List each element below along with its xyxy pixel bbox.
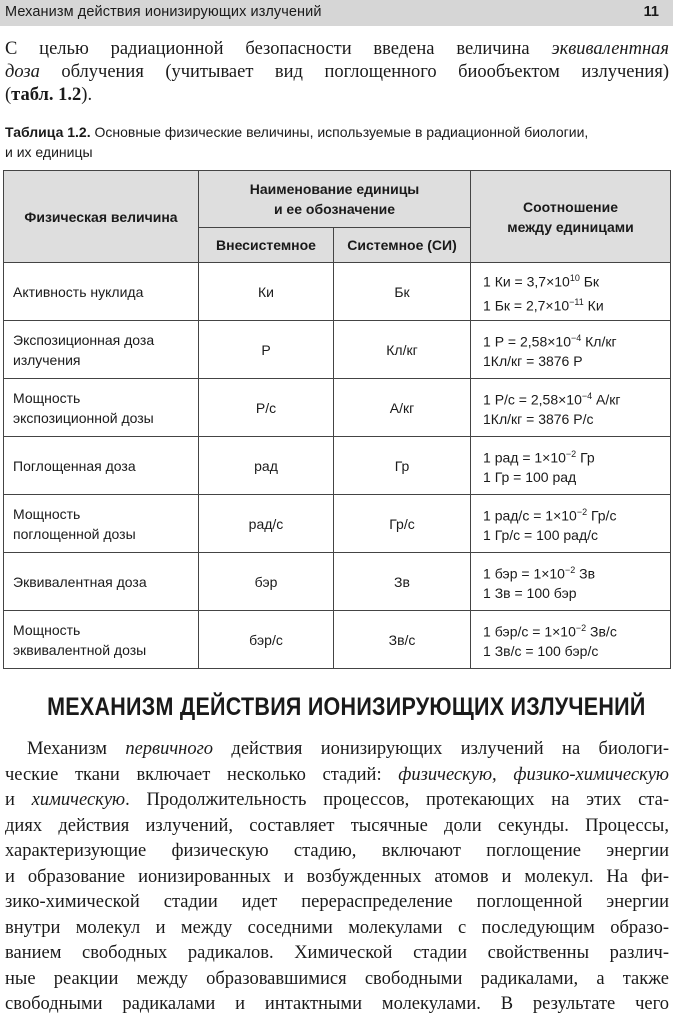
header-system: Системное (СИ) (334, 228, 471, 263)
relation-text: Гр/с (587, 507, 617, 524)
quantity-line: Мощность (13, 505, 81, 522)
quantity-line: экспозиционной дозы (13, 409, 154, 426)
relation-text: 1 Р/с = 2,58×10 (483, 391, 582, 408)
body-line: ные реакции между образовавшимися свободными радикалами, а также (5, 968, 669, 989)
cell-nonsystem-unit: бэр/с (199, 611, 334, 669)
relation-text: А/кг (592, 391, 621, 408)
relation-text: Гр (576, 449, 595, 466)
cell-relation (471, 263, 671, 321)
cell-system-unit: Зв/с (334, 611, 471, 669)
relation-exponent: −2 (565, 448, 577, 459)
relation-line (483, 292, 670, 316)
header-unit-name-line: Наименование единицы (249, 181, 420, 197)
body-line: диях действия излучений, составляет тысячные доли секунды. Процессы, (5, 815, 669, 836)
intro-term: доза (5, 62, 40, 82)
cell-system-unit: Зв (334, 553, 471, 611)
relation-text: 1 Ки = 3,7×10 (483, 273, 570, 290)
relation-text: Ки (583, 297, 604, 314)
table-row (4, 321, 671, 379)
relation-exponent: −2 (575, 622, 587, 633)
relation-text: Кл/кг (581, 333, 617, 350)
header-unit-name (199, 171, 471, 228)
body-line: внутри молекул и между соседними молекулами с последующим образо- (5, 917, 669, 938)
caption-line-1 (5, 122, 669, 142)
relation-exponent: −11 (569, 296, 584, 307)
quantity-line: Поглощенная доза (13, 457, 136, 474)
body-text: действия ионизирующих излучений на биологи- (213, 739, 669, 759)
table-row (4, 263, 671, 321)
quantity-line: Мощность (13, 389, 81, 406)
header-relation (471, 171, 671, 263)
cell-nonsystem-unit: рад (199, 437, 334, 495)
cell-relation (471, 553, 671, 611)
relation-exponent: −4 (581, 390, 593, 401)
running-title: Механизм действия ионизирующих излучений (5, 4, 322, 20)
relation-exponent: −2 (564, 564, 576, 575)
body-line (5, 737, 669, 763)
body-paragraph (5, 737, 669, 1018)
quantity-line: поглощенной дозы (13, 525, 136, 542)
table-row (4, 553, 671, 611)
intro-text: облучения (учитывает вид поглощенного биообъектом излучения) (39, 62, 669, 82)
body-line: характеризующие физическую стадию, включают поглощение энергии (5, 841, 669, 861)
caption-line-2: и их единицы (5, 144, 93, 160)
body-term: первичного (125, 739, 214, 759)
relation-text: 1 бэр = 1×10 (483, 565, 565, 582)
cell-relation (471, 495, 671, 553)
caption-label: Таблица 1.2. (5, 124, 91, 140)
relation-line (483, 467, 670, 487)
relation-line (483, 268, 670, 292)
relation-line (483, 641, 670, 661)
body-line: и образование ионизированных и возбужденных атомов и молекул. На фи- (5, 866, 669, 887)
table-row (4, 611, 671, 669)
body-line (5, 788, 669, 814)
body-line: ванием свободных радикалов. Химической стадии свойственны различ- (5, 943, 669, 963)
cell-quantity (4, 437, 199, 495)
cell-nonsystem-unit: рад/с (199, 495, 334, 553)
relation-line (483, 560, 670, 584)
table-row (4, 437, 671, 495)
body-line: зико-химической стадии идет перераспределение поглощенной энергии (5, 892, 669, 912)
relation-line (483, 328, 670, 352)
intro-line-3 (5, 84, 669, 107)
relation-line (483, 618, 670, 642)
quantity-line: Экспозиционная доза (13, 331, 155, 348)
intro-paragraph (5, 38, 669, 107)
table-row (4, 495, 671, 553)
cell-nonsystem-unit: Р (199, 321, 334, 379)
cell-quantity (4, 379, 199, 437)
relation-line (483, 386, 670, 410)
quantity-line: Мощность (13, 621, 81, 638)
cell-system-unit: Гр/с (334, 495, 471, 553)
relation-exponent: −2 (576, 506, 588, 517)
relation-text: 1 Р = 2,58×10 (483, 333, 571, 350)
cell-quantity (4, 263, 199, 321)
table-reference: табл. 1.2 (11, 85, 82, 105)
header-nonsystem: Внесистемное (199, 228, 334, 263)
relation-text: 1 рад = 1×10 (483, 449, 566, 466)
header-relation-line: между единицами (507, 218, 634, 235)
cell-relation (471, 611, 671, 669)
body-text: . Продолжительность процессов, протекающих на этих ста- (125, 790, 669, 810)
cell-quantity (4, 495, 199, 553)
relation-text: 1Кл/кг = 3876 Р (483, 353, 583, 370)
caption-text: Основные физические величины, используемые в радиационной биологии, (90, 124, 589, 140)
body-line (5, 763, 669, 789)
cell-nonsystem-unit: бэр (199, 553, 334, 611)
body-term: химическую (31, 790, 126, 810)
cell-system-unit: А/кг (334, 379, 471, 437)
intro-text: ). (81, 85, 93, 105)
body-term: физическую, физико-химическую (398, 764, 669, 785)
relation-text: 1Кл/кг = 3876 Р/с (483, 411, 594, 428)
table-caption (5, 122, 669, 162)
body-text: и (5, 790, 32, 810)
running-header (0, 0, 673, 26)
cell-relation (471, 321, 671, 379)
relation-text: 1 Зв = 100 бэр (483, 585, 577, 602)
quantity-line: излучения (13, 351, 81, 368)
relation-text: 1 Бк = 2,7×10 (483, 297, 570, 314)
cell-quantity (4, 321, 199, 379)
cell-quantity (4, 611, 199, 669)
units-table (3, 170, 671, 669)
relation-text: Зв/с (586, 623, 617, 640)
header-unit-name-line: и ее обозначение (273, 201, 396, 217)
cell-quantity (4, 553, 199, 611)
body-line: свободными радикалами и интактными молекулами. В результате чего (5, 994, 669, 1014)
relation-text: 1 Зв/с = 100 бэр/с (483, 643, 599, 660)
quantity-line: эквивалентной дозы (13, 641, 147, 658)
intro-line-1 (5, 38, 669, 61)
cell-nonsystem-unit: Ки (199, 263, 334, 321)
cell-system-unit: Гр (334, 437, 471, 495)
intro-line-2 (5, 61, 669, 84)
intro-text: С целью радиационной безопасности введена величина (5, 39, 552, 59)
relation-text: 1 бэр/с = 1×10 (483, 623, 576, 640)
relation-line (483, 502, 670, 526)
relation-text: 1 Гр = 100 рад (483, 469, 577, 486)
page-number: 11 (643, 4, 659, 20)
body-text: ческие ткани включает несколько стадий: (5, 764, 399, 785)
quantity-line: Эквивалентная доза (13, 573, 147, 590)
relation-line (483, 444, 670, 468)
relation-line (483, 351, 670, 371)
relation-text: 1 Гр/с = 100 рад/с (483, 527, 598, 544)
relation-text: Бк (579, 273, 600, 290)
table-row (4, 379, 671, 437)
relation-exponent: 10 (569, 272, 580, 283)
relation-line (483, 525, 670, 545)
header-relation-line: Соотношение (522, 198, 619, 215)
cell-nonsystem-unit: Р/с (199, 379, 334, 437)
cell-system-unit: Кл/кг (334, 321, 471, 379)
relation-text: Зв (575, 565, 596, 582)
intro-term: эквивалентная (551, 39, 669, 59)
section-heading: МЕХАНИЗМ ДЕЙСТВИЯ ИОНИЗИРУЮЩИХ ИЗЛУЧЕНИЙ (47, 693, 646, 721)
cell-relation (471, 379, 671, 437)
relation-line (483, 409, 670, 429)
header-quantity: Физическая величина (4, 171, 199, 263)
relation-exponent: −4 (570, 332, 582, 343)
relation-line (483, 583, 670, 603)
table-body (4, 263, 671, 669)
cell-relation (471, 437, 671, 495)
body-text: Механизм (27, 739, 126, 759)
quantity-line: Активность нуклида (13, 283, 144, 300)
cell-system-unit: Бк (334, 263, 471, 321)
relation-text: 1 рад/с = 1×10 (483, 507, 577, 524)
intro-text: ( (5, 85, 12, 105)
